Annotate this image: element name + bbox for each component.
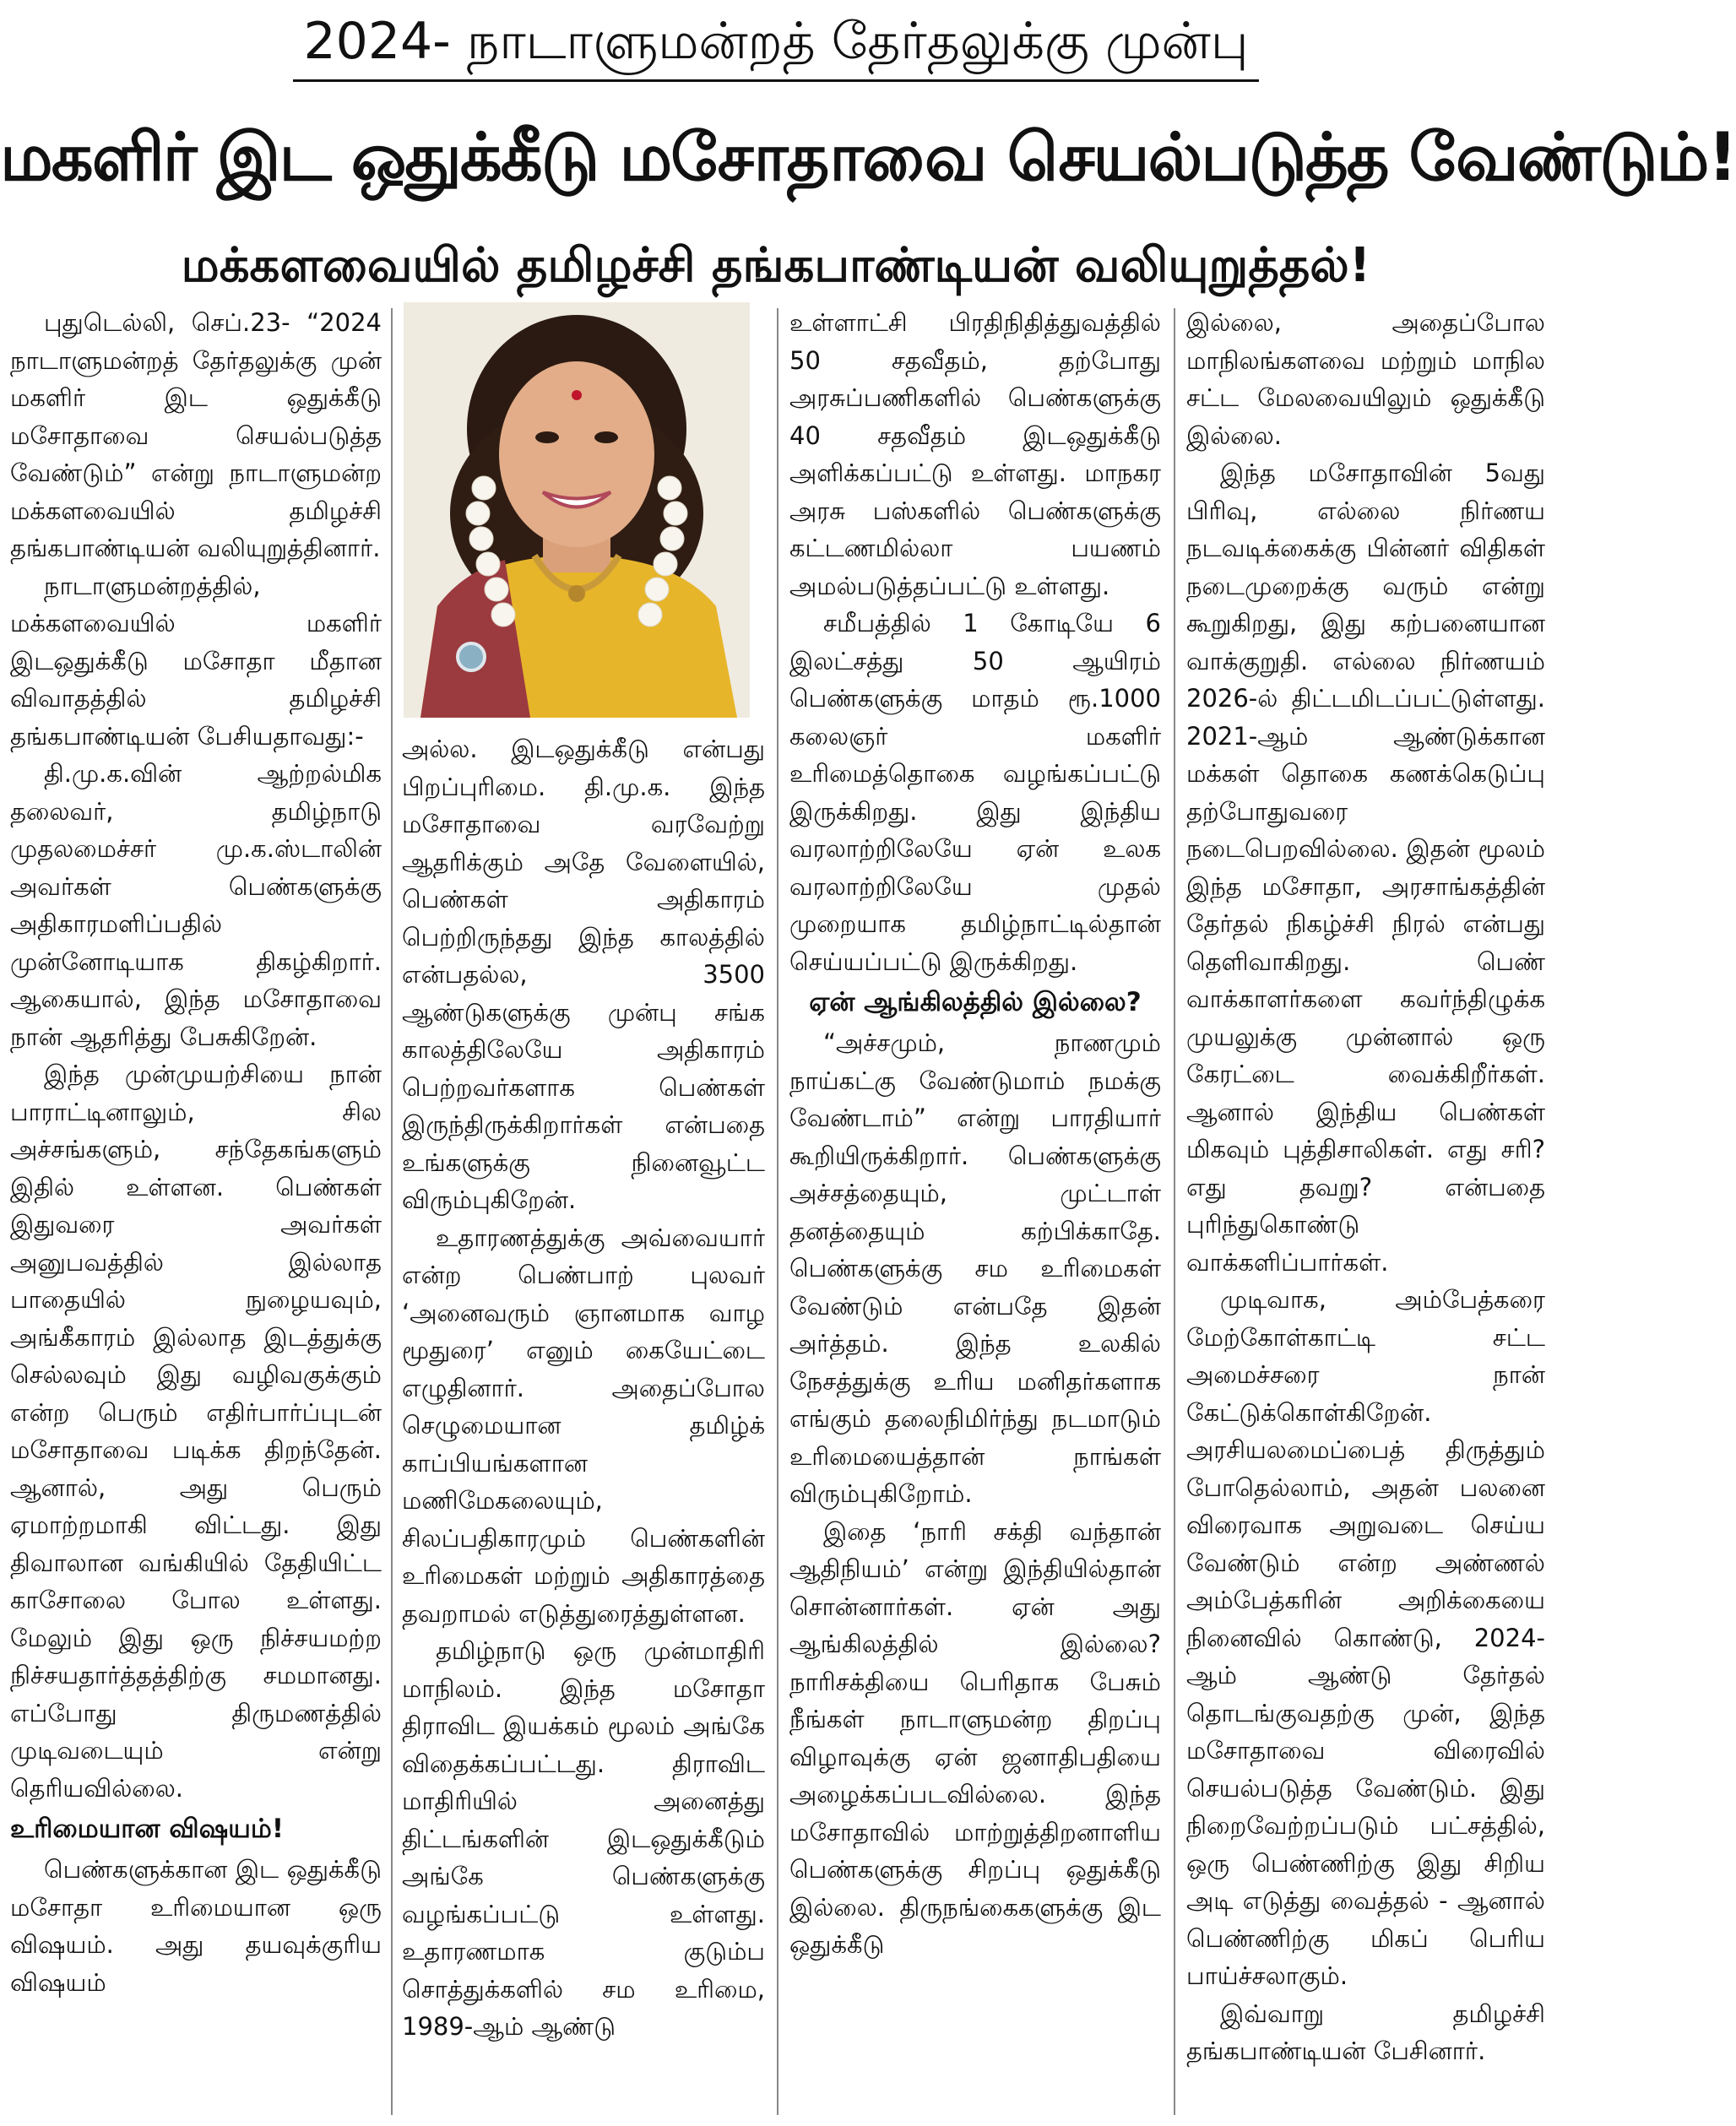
paragraph: தமிழ்நாடு ஒரு முன்மாதிரி மாநிலம். இந்த மசோதா திராவிட இயக்கம் மூலம் அங்கே விதைக்கப்பட்டது. திராவிட மாதிரியில் அனைத்து திட்டங்களின் இடஒதுக்கீடும் அங்கே பெண்களுக்கு வழங்கப்பட்டு உள்ளது. உதாரணமாக குடும்ப சொத்துக்களில் சம உரிமை, 1989-ஆம் ஆண்டு [402, 1636, 765, 2041]
paragraph: இதை ‘நாரி சக்தி வந்தான் ஆதிநியம்’ என்று இந்தியில்தான் சொன்னார்கள். ஏன் அது ஆங்கிலத்தில் இல்லை? நாரிசக்தியை பெரிதாக பேசும் நீங்கள் நாடாளுமன்ற திறப்பு விழாவுக்கு ஏன் ஜனாதிபதியை அழைக்கப்படவில்லை. இந்த மசோதாவில் மாற்றுத்திறனாளிய பெண்களுக்கு சிறப்பு ஒதுக்கீடு இல்லை. திருநங்கைகளுக்கு இட ஒதுக்கீடு [789, 1516, 1161, 1959]
paragraph: பெண்களுக்கான இட ஒதுக்கீடு மசோதா உரிமையான ஒரு விஷயம். அது தயவுக்குரிய விஷயம் [10, 1855, 382, 1997]
article-column-3 [789, 304, 1161, 2119]
section-heading: உரிமையான விஷயம்! [10, 1814, 284, 1844]
paragraph: “அச்சமும், நாணமும் நாய்கட்கு வேண்டுமாம் நமக்கு வேண்டாம்” என்று பாரதியார் கூறியிருக்கிறார். பெண்களுக்கு அச்சத்தையும், முட்டாள் தனத்தையும் கற்பிக்காதே. பெண்களுக்கு சம உரிமைகள் வேண்டும் என்பதே இதன் அர்த்தம். இந்த உலகில் நேசத்துக்கு உரிய மனிதர்களாக எங்கும் தலைநிமிர்ந்து நடமாடும் உரிமையைத்தான் நாங்கள் விரும்புகிறோம். [789, 1028, 1161, 1508]
paragraph: இல்லை, அதைப்போல மாநிலங்களவை மற்றும் மாநில சட்ட மேலவையிலும் ஒதுக்கீடு இல்லை. [1186, 308, 1545, 450]
section-heading: ஏன் ஆங்கிலத்தில் இல்லை? [809, 987, 1142, 1017]
article-column-4 [1186, 304, 1545, 2119]
subheadline: மக்களவையில் தமிழச்சி தங்கபாண்டியன் வலியுறுத்தல்! [181, 238, 1371, 293]
paragraph: தி.மு.க.வின் ஆற்றல்மிக தலைவர், தமிழ்நாடு முதலமைச்சர் மு.க.ஸ்டாலின் அவர்கள் பெண்களுக்கு அதிகாரமளிப்பதில் முன்னோடியாக திகழ்கிறார். ஆகையால், இந்த மசோதாவை நான் ஆதரித்து பேசுகிறேன். [10, 759, 382, 1051]
kicker-text: 2024- நாடாளுமன்றத் தேர்தலுக்கு முன்பு [293, 3, 1258, 82]
portrait-photo [404, 302, 750, 718]
paragraph: உள்ளாட்சி பிரதிநிதித்துவத்தில் 50 சதவீதம், தற்போது அரசுப்பணிகளில் பெண்களுக்கு 40 சதவீதம் இடஒதுக்கீடு அளிக்கப்பட்டு உள்ளது. மாநகர அரசு பஸ்களில் பெண்களுக்கு கட்டணமில்லா பயணம் அமல்படுத்தப்பட்டு உள்ளது. [789, 308, 1161, 600]
column-divider [777, 308, 778, 2115]
kicker-line [0, 0, 1552, 89]
paragraph: புதுடெல்லி, செப்.23- “2024 நாடாளுமன்றத் தேர்தலுக்கு முன் மகளிர் இட ஒதுக்கீடு மசோதாவை செயல்படுத்த வேண்டும்” என்று நாடாளுமன்ற மக்களவையில் தமிழச்சி தங்கபாண்டியன் வலியுறுத்தினார். [10, 308, 382, 562]
column-divider [1174, 308, 1175, 2115]
paragraph: அல்ல. இடஒதுக்கீடு என்பது பிறப்புரிமை. தி.மு.க. இந்த மசோதாவை வரவேற்று ஆதரிக்கும் அதே வேளையில், பெண்கள் அதிகாரம் பெற்றிருந்தது இந்த காலத்தில் என்பதல்ல, 3500 ஆண்டுகளுக்கு முன்பு சங்க காலத்திலேயே அதிகாரம் பெற்றவர்களாக பெண்கள் இருந்திருக்கிறார்கள் என்பதை உங்களுக்கு நினைவூட்ட விரும்புகிறேன். [402, 735, 765, 1214]
paragraph: இந்த மசோதாவின் 5வது பிரிவு, எல்லை நிர்ணய நடவடிக்கைக்கு பின்னர் விதிகள் நடைமுறைக்கு வரும் என்று கூறுகிறது, இது கற்பனையான வாக்குறுதி. எல்லை நிர்ணயம் 2026-ல் திட்டமிடப்பட்டுள்ளது. 2021-ஆம் ஆண்டுக்கான மக்கள் தொகை கணக்கெடுப்பு தற்போதுவரை நடைபெறவில்லை. இதன் மூலம் இந்த மசோதா, அரசாங்கத்தின் தேர்தல் நிகழ்ச்சி நிரல் என்பது தெளிவாகிறது. பெண் வாக்காளர்களை கவர்ந்திழுக்க முயலுக்கு முன்னால் ஒரு கேரட்டை வைக்கிறீர்கள். ஆனால் இந்திய பெண்கள் மிகவும் புத்திசாலிகள். எது சரி? எது தவறு? என்பதை புரிந்துகொண்டு வாக்களிப்பார்கள். [1186, 458, 1545, 1277]
portrait-illustration [404, 302, 750, 718]
paragraph: நாடாளுமன்றத்தில், மக்களவையில் மகளிர் இடஒதுக்கீடு மசோதா மீதான விவாதத்தில் தமிழச்சி தங்கபாண்டியன் பேசியதாவது:- [10, 571, 382, 751]
paragraph: உதாரணத்துக்கு அவ்வையார் என்ற பெண்பாற் புலவர் ‘அனைவரும் ஞானமாக வாழ மூதுரை’ எனும் கையேட்டை எழுதினார். அதைப்போல செழுமையான தமிழ்க் காப்பியங்களான மணிமேகலையும், சிலப்பதிகாரமும் பெண்களின் உரிமைகள் மற்றும் அதிகாரத்தை தவறாமல் எடுத்துரைத்துள்ளன. [402, 1223, 765, 1628]
headline: மகளிர் இட ஒதுக்கீடு மசோதாவை செயல்படுத்த வேண்டும்! [0, 120, 1736, 196]
paragraph: முடிவாக, அம்பேத்கரை மேற்கோள்காட்டி சட்ட அமைச்சரை நான் கேட்டுக்கொள்கிறேன். அரசியலமைப்பைத் திருத்தும் போதெல்லாம், அதன் பலனை விரைவாக அறுவடை செய்ய வேண்டும் என்ற அண்ணல் அம்பேத்கரின் அறிக்கையை நினைவில் கொண்டு, 2024-ஆம் ஆண்டு தேர்தல் தொடங்குவதற்கு முன், இந்த மசோதாவை விரைவில் செயல்படுத்த வேண்டும். இது நிறைவேற்றப்படும் பட்சத்தில், ஒரு பெண்ணிற்கு இது சிறிய அடி எடுத்து வைத்தல் - ஆனால் பெண்ணிற்கு மிகப் பெரிய பாய்ச்சலாகும். [1186, 1285, 1545, 1990]
column-divider [391, 308, 393, 2115]
paragraph: சமீபத்தில் 1 கோடியே 6 இலட்சத்து 50 ஆயிரம் பெண்களுக்கு மாதம் ரூ.1000 கலைஞர் மகளிர் உரிமைத்தொகை வழங்கப்பட்டு இருக்கிறது. இது இந்திய வரலாற்றிலேயே ஏன் உலக வரலாற்றிலேயே முதல் முறையாக தமிழ்நாட்டில்தான் செய்யப்பட்டு இருக்கிறது. [789, 609, 1161, 976]
article-column-1 [10, 304, 382, 2119]
article-column-2 [402, 730, 765, 2119]
paragraph: இவ்வாறு தமிழச்சி தங்கபாண்டியன் பேசினார். [1186, 1999, 1545, 2065]
paragraph: இந்த முன்முயற்சியை நான் பாராட்டினாலும், சில அச்சங்களும், சந்தேகங்களும் இதில் உள்ளன. பெண்கள் இதுவரை அவர்கள் அனுபவத்தில் இல்லாத பாதையில் நுழையவும், அங்கீகாரம் இல்லாத இடத்துக்கு செல்லவும் இது வழிவகுக்கும் என்ற பெரும் எதிர்பார்ப்புடன் மசோதாவை படிக்க திறந்தேன். ஆனால், அது பெரும் ஏமாற்றமாகி விட்டது. இது திவாலான வங்கியில் தேதியிட்ட காசோலை போல உள்ளது. மேலும் இது ஒரு நிச்சயமற்ற நிச்சயதார்த்தத்திற்கு சமமானது. எப்போது திருமணத்தில் முடிவடையும் என்று தெரியவில்லை. [10, 1060, 382, 1803]
